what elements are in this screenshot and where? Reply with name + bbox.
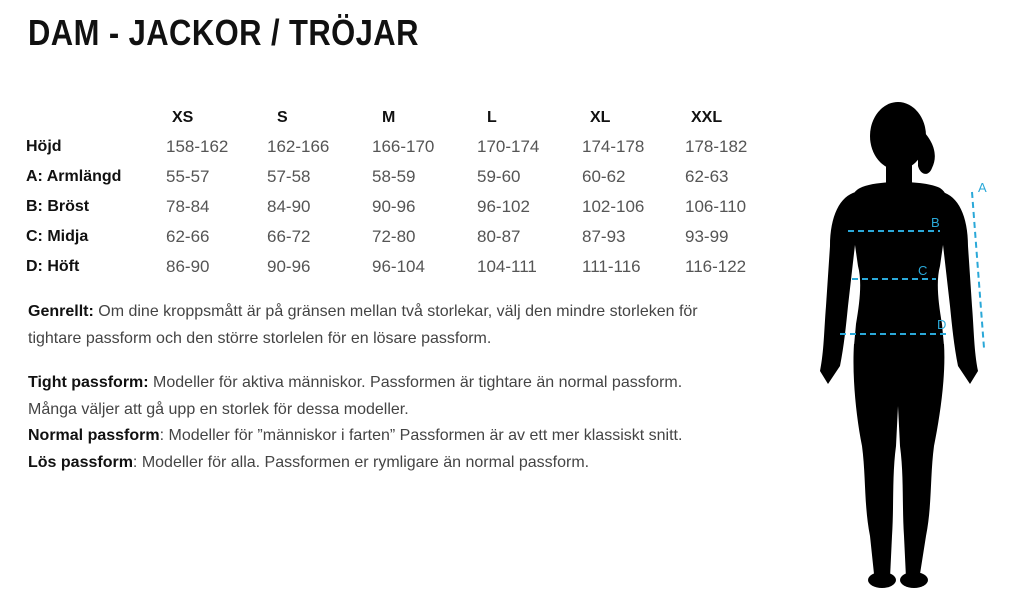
table-cell: 72-80	[372, 227, 416, 246]
fit-normal-text: : Modeller för ”människor i farten” Passformen är av ett mer klassiskt snitt.	[159, 427, 683, 444]
fit-tight-text: Modeller för aktiva människor. Passformen är tightare än normal passform. Många väljer att gå upp en storlek för dessa modeller.	[28, 374, 683, 418]
col-header-xl: XL	[590, 109, 611, 126]
table-cell: 62-66	[166, 227, 210, 246]
table-cell: 66-72	[267, 227, 311, 246]
fit-normal-label: Normal passform	[28, 427, 160, 444]
row-label: B: Bröst	[26, 198, 90, 215]
table-cell: 87-93	[582, 227, 626, 246]
general-note	[28, 299, 728, 352]
fit-loose	[28, 450, 728, 477]
table-cell: 162-166	[267, 137, 330, 156]
table-cell: 60-62	[582, 167, 626, 186]
row-label: Höjd	[26, 138, 62, 155]
page-title: DAM - JACKOR / TRÖJAR	[28, 12, 419, 53]
table-cell: 166-170	[372, 137, 435, 156]
col-header-xs: XS	[172, 109, 194, 126]
fit-tight-label: Tight passform:	[28, 374, 149, 391]
table-cell: 96-104	[372, 257, 425, 276]
fit-loose-text: : Modeller för alla. Passformen er rymligare än normal passform.	[132, 453, 590, 471]
body-measurement-figure	[800, 96, 1000, 596]
row-label: A: Armlängd	[26, 168, 122, 185]
marker-a: A	[978, 180, 987, 195]
table-row	[26, 252, 786, 282]
fit-loose-label: Lös passform	[28, 453, 133, 471]
table-cell: 178-182	[685, 137, 748, 156]
table-cell: 78-84	[166, 197, 210, 216]
col-header-xxl: XXL	[691, 109, 723, 126]
table-row	[26, 222, 786, 252]
table-cell: 96-102	[477, 197, 530, 216]
table-row	[26, 162, 786, 192]
table-cell: 116-122	[685, 257, 747, 276]
row-label: C: Midja	[26, 228, 89, 245]
table-cell: 84-90	[267, 197, 311, 216]
table-cell: 174-178	[582, 137, 645, 156]
table-cell: 59-60	[477, 167, 521, 186]
table-cell: 62-63	[685, 167, 729, 186]
table-cell: 57-58	[267, 167, 311, 186]
marker-b: B	[931, 215, 940, 230]
general-note-label: Genrellt:	[28, 303, 94, 320]
fit-tight	[28, 370, 728, 423]
col-header-m: M	[382, 109, 396, 126]
table-cell: 93-99	[685, 227, 729, 246]
table-cell: 80-87	[477, 227, 521, 246]
col-header-l: L	[487, 109, 497, 126]
silhouette	[820, 102, 978, 588]
table-row	[26, 192, 786, 222]
table-cell: 104-111	[477, 257, 537, 276]
marker-c: C	[918, 263, 928, 278]
table-cell: 58-59	[372, 167, 416, 186]
table-cell: 102-106	[582, 197, 645, 216]
table-cell: 170-174	[477, 137, 540, 156]
table-row	[26, 132, 786, 162]
corner-cell	[26, 104, 166, 132]
arm-length-line	[972, 192, 984, 348]
marker-d: D	[937, 317, 947, 332]
col-header-s: S	[277, 109, 288, 126]
size-header-row	[26, 104, 786, 132]
table-cell: 86-90	[166, 257, 210, 276]
fit-descriptions	[28, 370, 728, 476]
table-cell: 90-96	[267, 257, 311, 276]
table-cell: 158-162	[166, 137, 229, 156]
table-cell: 90-96	[372, 197, 416, 216]
general-note-text: Om dine kroppsmått är på gränsen mellan två storlekar, välj den mindre storleken för tightare passform och den större storlelen för en lösare passform.	[28, 303, 698, 347]
row-label: D: Höft	[26, 258, 80, 275]
table-cell: 111-116	[582, 257, 641, 276]
size-table	[26, 104, 786, 282]
fit-normal	[28, 423, 728, 450]
table-cell: 55-57	[166, 167, 210, 186]
table-cell: 106-110	[685, 197, 747, 216]
